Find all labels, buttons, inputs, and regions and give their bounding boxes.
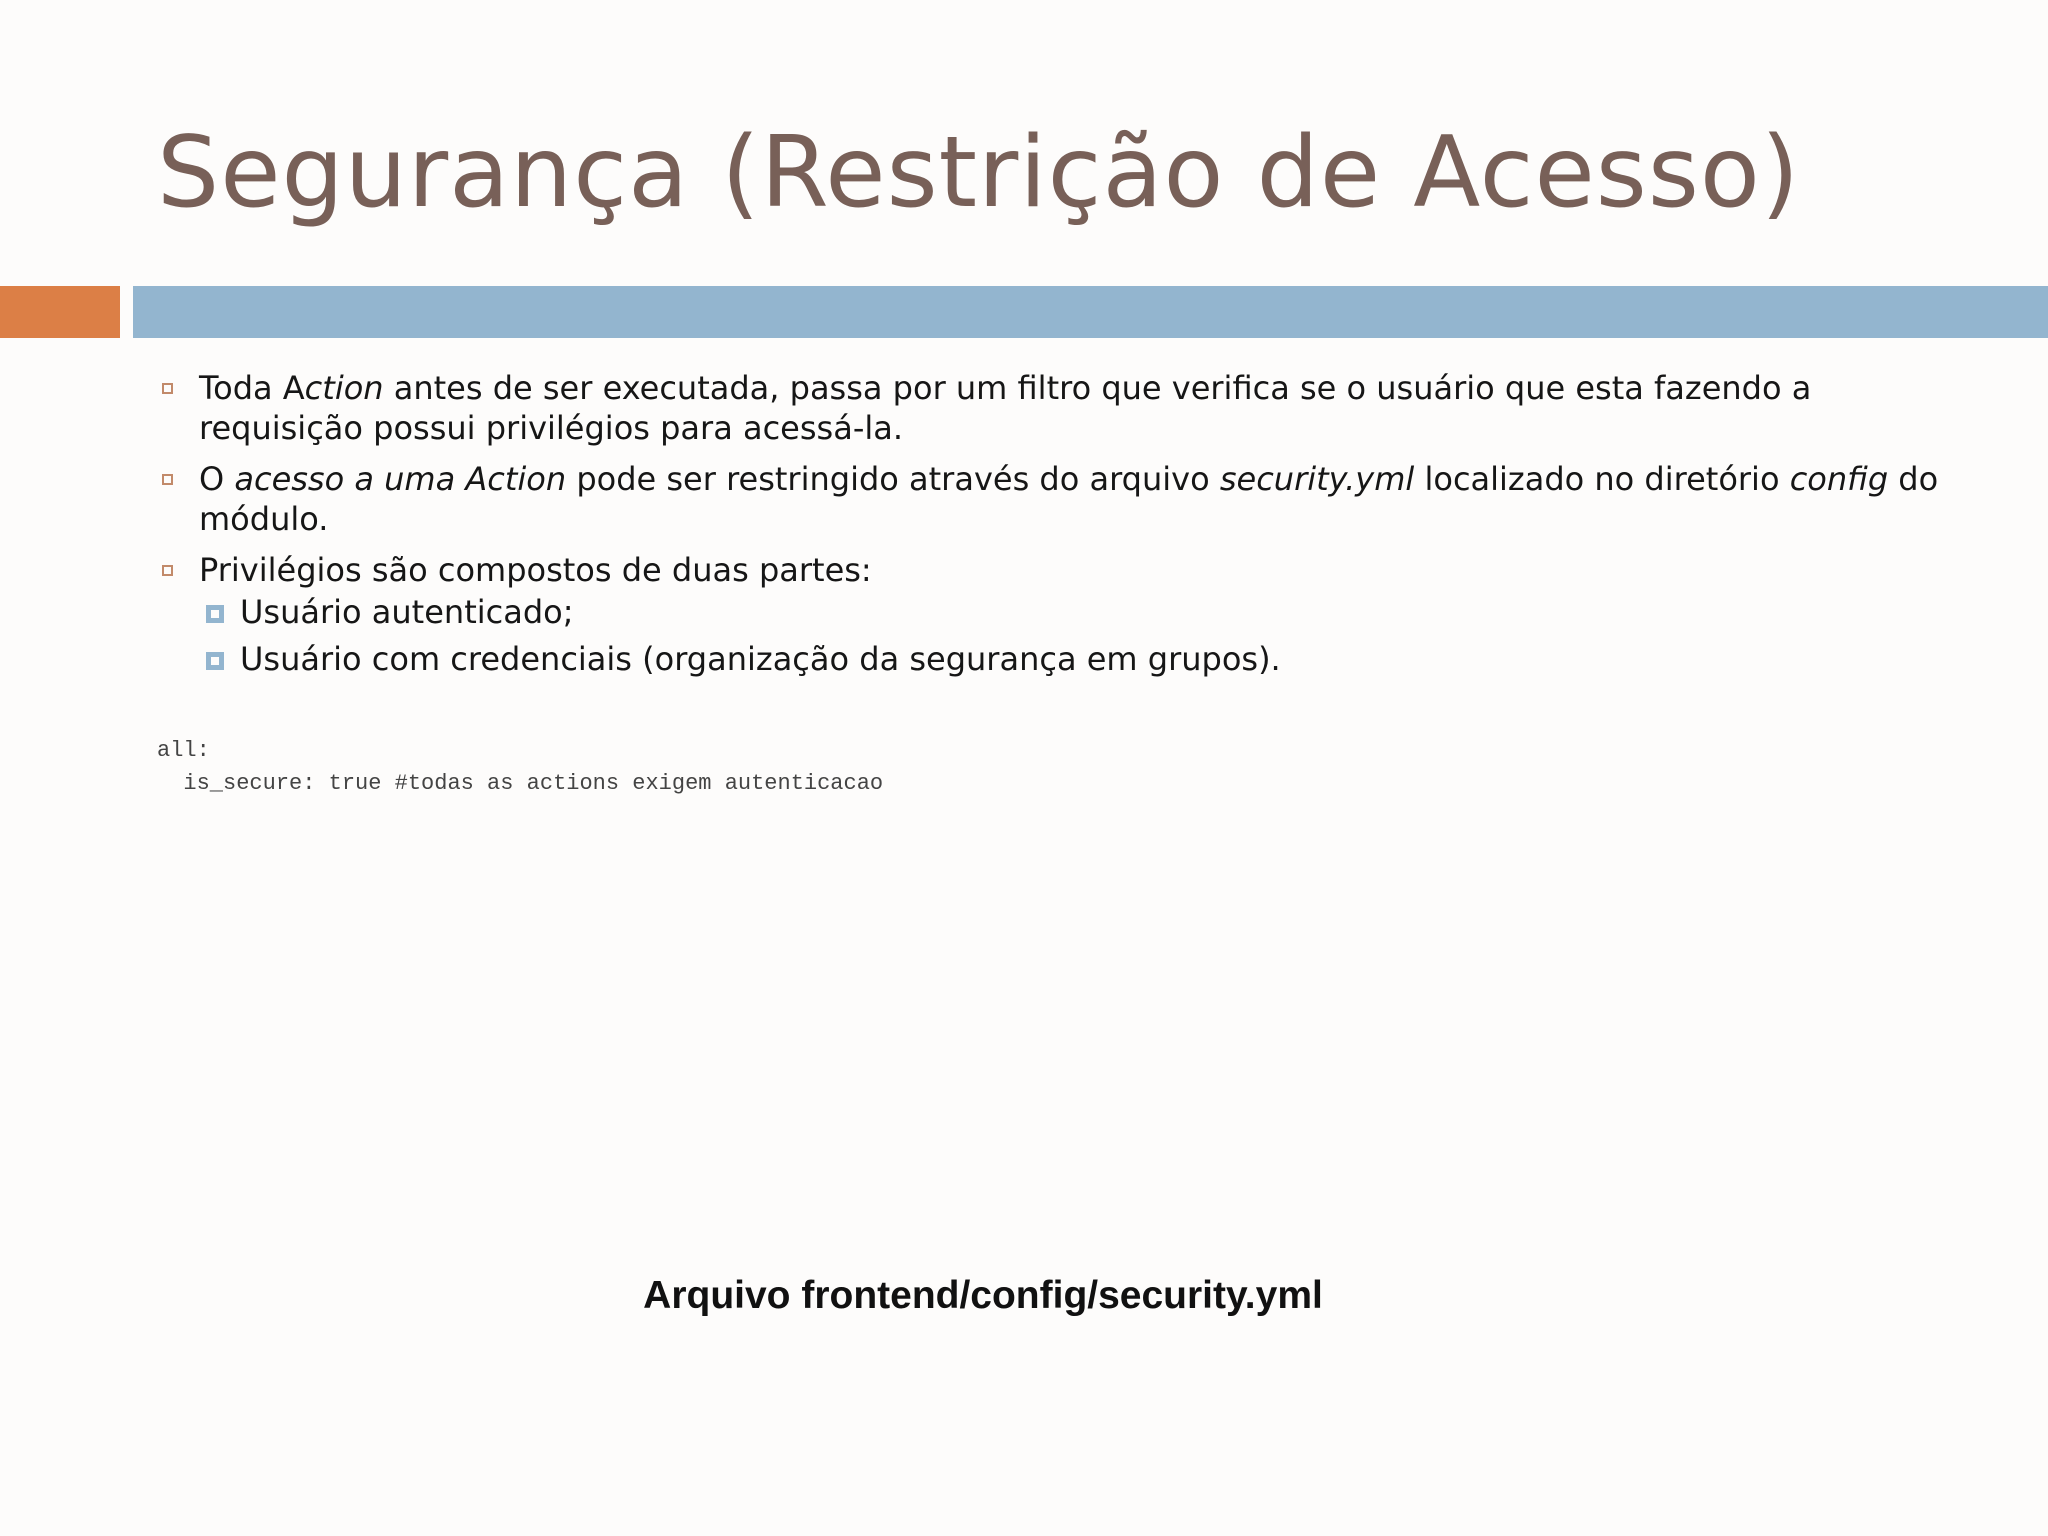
- square-bullet-icon: [162, 474, 173, 485]
- file-caption: Arquivo frontend/config/security.yml: [643, 1274, 1323, 1317]
- bullet-text: Privilégios são compostos de duas partes:: [199, 551, 872, 589]
- text-run-italic: config: [1789, 460, 1889, 498]
- sub-bullet-list: [199, 592, 1980, 679]
- accent-bar-blue: [133, 286, 2048, 338]
- square-sub-bullet-icon: [206, 605, 224, 623]
- square-bullet-icon: [162, 565, 173, 576]
- text-run: antes de ser executada, passa por um filtro que verifica se o usuário que esta fazendo a requisição possui privilégios para acessá-la.: [199, 369, 1812, 447]
- bullet-text: [199, 369, 1811, 447]
- sub-bullet-item: [199, 592, 1980, 632]
- square-sub-bullet-icon: [206, 652, 224, 670]
- sub-bullet-item: [199, 639, 1980, 679]
- text-run: O: [199, 460, 235, 498]
- text-run: localizado no diretório: [1414, 460, 1790, 498]
- square-bullet-icon: [162, 383, 173, 394]
- text-run: pode ser restringido através do arquivo: [566, 460, 1220, 498]
- bullet-list: [160, 368, 1980, 690]
- bullet-item: [160, 368, 1980, 448]
- bullet-text: [199, 460, 1938, 538]
- text-run-italic: ction: [304, 369, 384, 407]
- slide-title: Segurança (Restrição de Acesso): [157, 116, 1801, 230]
- sub-bullet-text: Usuário autenticado;: [240, 593, 574, 631]
- bullet-item: [160, 550, 1980, 679]
- text-run-italic: acesso a uma Action: [234, 460, 567, 498]
- bullet-item: [160, 459, 1980, 539]
- text-run-italic: security.yml: [1219, 460, 1415, 498]
- text-run: do módulo.: [199, 460, 1939, 538]
- sub-bullet-text: Usuário com credenciais (organização da segurança em grupos).: [240, 640, 1281, 678]
- accent-bar-orange: [0, 286, 120, 338]
- code-line: is_secure: true #todas as actions exigem autenticacao: [157, 771, 884, 796]
- code-block: [157, 734, 883, 800]
- text-run: Toda A: [199, 369, 305, 407]
- code-line: all:: [157, 738, 210, 763]
